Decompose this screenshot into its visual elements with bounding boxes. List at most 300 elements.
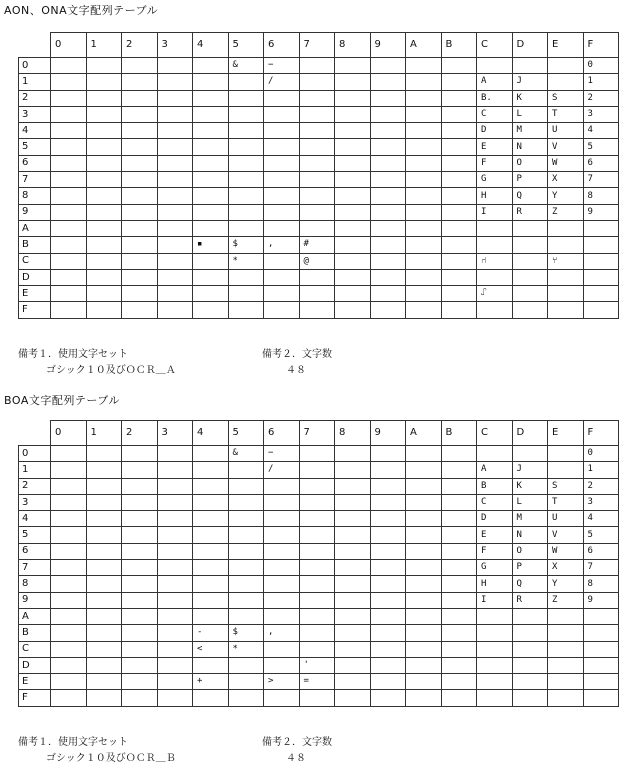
char-cell [299, 592, 335, 608]
char-cell [51, 446, 87, 462]
char-cell [51, 641, 87, 657]
char-cell [86, 494, 122, 510]
char-cell [157, 188, 193, 204]
char-cell [299, 302, 335, 318]
char-cell [122, 657, 158, 673]
char-cell [441, 690, 477, 706]
row-header: 2 [19, 90, 51, 106]
char-cell [370, 592, 406, 608]
table-row [19, 511, 619, 527]
char-cell [335, 690, 371, 706]
table-row [19, 253, 619, 269]
char-cell [157, 560, 193, 576]
char-cell: 6 [583, 543, 619, 559]
row-header: F [19, 690, 51, 706]
char-cell: M [512, 511, 548, 527]
char-cell [122, 106, 158, 122]
char-cell [51, 204, 87, 220]
char-cell [406, 608, 442, 624]
section1-note1-label: 備考１．使用文字セット [18, 349, 128, 360]
char-cell [157, 139, 193, 155]
char-cell: 9 [583, 204, 619, 220]
char-cell: N [512, 139, 548, 155]
char-cell [477, 446, 513, 462]
char-cell [370, 172, 406, 188]
char-cell [157, 543, 193, 559]
char-cell [335, 592, 371, 608]
row-header: 6 [19, 155, 51, 171]
section1-title: AON、ONA文字配列テーブル [4, 4, 159, 17]
char-cell [370, 657, 406, 673]
char-cell [51, 608, 87, 624]
table-corner [19, 33, 51, 58]
char-cell [512, 446, 548, 462]
column-header: 3 [157, 33, 193, 58]
char-cell [122, 608, 158, 624]
char-cell [299, 478, 335, 494]
char-cell [264, 560, 300, 576]
row-header: 9 [19, 592, 51, 608]
char-cell [228, 286, 264, 302]
char-cell [441, 446, 477, 462]
char-cell [228, 204, 264, 220]
char-cell [441, 253, 477, 269]
char-cell [299, 690, 335, 706]
char-cell [477, 220, 513, 236]
char-cell [335, 494, 371, 510]
char-cell [264, 511, 300, 527]
table-row [19, 543, 619, 559]
char-cell: 5 [583, 527, 619, 543]
char-cell [122, 237, 158, 253]
char-cell [122, 302, 158, 318]
char-cell [51, 58, 87, 74]
char-cell [335, 58, 371, 74]
char-cell: , [264, 237, 300, 253]
char-cell: I [477, 592, 513, 608]
char-cell [406, 302, 442, 318]
char-cell [228, 139, 264, 155]
table-row [19, 286, 619, 302]
char-cell [370, 286, 406, 302]
char-cell [548, 269, 584, 285]
char-cell: V [548, 527, 584, 543]
char-cell [406, 269, 442, 285]
char-cell [335, 641, 371, 657]
char-cell [228, 608, 264, 624]
char-cell [406, 478, 442, 494]
char-cell [370, 690, 406, 706]
char-cell [406, 172, 442, 188]
char-cell [370, 237, 406, 253]
table-row [19, 74, 619, 90]
char-cell [335, 511, 371, 527]
char-cell [122, 576, 158, 592]
char-cell [370, 58, 406, 74]
char-cell [193, 204, 229, 220]
char-cell [335, 90, 371, 106]
char-cell [193, 527, 229, 543]
char-cell [51, 74, 87, 90]
char-cell [406, 188, 442, 204]
char-cell: 7 [583, 560, 619, 576]
char-cell [193, 560, 229, 576]
column-header: 0 [51, 421, 87, 446]
char-cell [228, 674, 264, 690]
char-cell: - [193, 625, 229, 641]
char-cell [157, 527, 193, 543]
section2-note2-label: 備考２．文字数 [262, 737, 332, 748]
char-cell [512, 608, 548, 624]
char-cell: G [477, 172, 513, 188]
char-cell [477, 625, 513, 641]
char-cell [51, 253, 87, 269]
char-cell: 8 [583, 576, 619, 592]
char-cell: H [477, 576, 513, 592]
char-cell: = [299, 674, 335, 690]
char-cell [193, 253, 229, 269]
char-cell [370, 478, 406, 494]
table-row [19, 560, 619, 576]
char-cell [157, 172, 193, 188]
char-cell [441, 139, 477, 155]
char-cell [51, 172, 87, 188]
char-cell: X [548, 172, 584, 188]
char-cell: U [548, 511, 584, 527]
char-cell [299, 269, 335, 285]
char-cell: > [264, 674, 300, 690]
char-cell [157, 220, 193, 236]
char-cell [51, 478, 87, 494]
char-cell [548, 286, 584, 302]
char-cell [264, 286, 300, 302]
char-cell [299, 286, 335, 302]
char-cell [548, 462, 584, 478]
char-cell [335, 625, 371, 641]
table-row [19, 608, 619, 624]
char-cell [370, 106, 406, 122]
char-cell: $ [228, 237, 264, 253]
char-cell [477, 641, 513, 657]
char-cell [193, 494, 229, 510]
char-cell: K [512, 90, 548, 106]
char-cell [335, 576, 371, 592]
char-cell [335, 608, 371, 624]
char-cell [441, 511, 477, 527]
column-header: A [406, 421, 442, 446]
char-cell [370, 494, 406, 510]
char-cell [441, 674, 477, 690]
table-row [19, 494, 619, 510]
column-header: 5 [228, 33, 264, 58]
char-cell [264, 302, 300, 318]
char-cell [228, 462, 264, 478]
char-cell [228, 106, 264, 122]
char-cell: H [477, 188, 513, 204]
char-cell [406, 657, 442, 673]
char-cell [548, 641, 584, 657]
char-cell: 4 [583, 511, 619, 527]
char-cell [583, 220, 619, 236]
char-cell [441, 302, 477, 318]
char-cell [370, 155, 406, 171]
char-cell [157, 462, 193, 478]
char-cell [228, 74, 264, 90]
char-cell: < [193, 641, 229, 657]
char-cell [406, 690, 442, 706]
table-row [19, 106, 619, 122]
char-cell [548, 237, 584, 253]
char-cell [548, 608, 584, 624]
char-cell [406, 237, 442, 253]
column-header: D [512, 33, 548, 58]
char-cell: 4 [583, 123, 619, 139]
char-cell [335, 302, 371, 318]
char-cell [370, 674, 406, 690]
char-cell [406, 625, 442, 641]
char-cell [477, 608, 513, 624]
row-header: 8 [19, 188, 51, 204]
char-cell: Q [512, 576, 548, 592]
char-cell [122, 90, 158, 106]
char-cell [157, 204, 193, 220]
char-cell [335, 527, 371, 543]
char-cell [441, 543, 477, 559]
table-row [19, 139, 619, 155]
char-cell [441, 576, 477, 592]
char-cell: ⑀ [477, 286, 513, 302]
char-cell: S [548, 478, 584, 494]
table-row [19, 269, 619, 285]
char-cell [122, 155, 158, 171]
char-cell [157, 253, 193, 269]
char-cell [370, 269, 406, 285]
char-cell [583, 625, 619, 641]
column-header: F [583, 33, 619, 58]
char-cell [157, 446, 193, 462]
char-cell [122, 462, 158, 478]
char-cell [370, 220, 406, 236]
char-cell: Y [548, 576, 584, 592]
char-cell [335, 286, 371, 302]
char-cell [122, 253, 158, 269]
char-cell: M [512, 123, 548, 139]
char-cell [441, 172, 477, 188]
char-cell [441, 237, 477, 253]
char-cell [228, 123, 264, 139]
char-cell [335, 106, 371, 122]
table-row [19, 641, 619, 657]
column-header: B [441, 33, 477, 58]
char-cell: D [477, 123, 513, 139]
column-header: 6 [264, 421, 300, 446]
char-cell: C [477, 106, 513, 122]
char-cell [86, 237, 122, 253]
char-cell [51, 220, 87, 236]
char-cell [477, 237, 513, 253]
char-cell [548, 625, 584, 641]
char-cell [264, 90, 300, 106]
char-cell [264, 139, 300, 155]
char-cell: R [512, 592, 548, 608]
char-cell [157, 674, 193, 690]
column-header: 4 [193, 33, 229, 58]
row-header: C [19, 641, 51, 657]
char-cell [193, 74, 229, 90]
char-cell: 3 [583, 494, 619, 510]
char-cell: / [264, 462, 300, 478]
char-cell [264, 608, 300, 624]
char-cell [335, 543, 371, 559]
char-cell: J [512, 74, 548, 90]
char-cell [548, 74, 584, 90]
column-header: 9 [370, 421, 406, 446]
char-cell [86, 286, 122, 302]
char-cell: F [477, 155, 513, 171]
char-cell [441, 204, 477, 220]
char-cell [299, 608, 335, 624]
char-cell [228, 543, 264, 559]
table-row [19, 462, 619, 478]
char-cell [583, 237, 619, 253]
char-cell [477, 269, 513, 285]
char-cell: * [228, 253, 264, 269]
char-cell: O [512, 543, 548, 559]
table-row [19, 625, 619, 641]
char-cell [157, 511, 193, 527]
char-cell: ⑁ [477, 253, 513, 269]
char-cell [548, 220, 584, 236]
char-cell [441, 625, 477, 641]
section1-note2-label: 備考２．文字数 [262, 349, 332, 360]
char-cell [477, 302, 513, 318]
char-cell [228, 560, 264, 576]
char-cell [86, 58, 122, 74]
char-cell [122, 269, 158, 285]
char-cell [335, 204, 371, 220]
char-cell [51, 543, 87, 559]
char-cell [51, 302, 87, 318]
table-row [19, 220, 619, 236]
char-cell [512, 302, 548, 318]
char-cell [441, 58, 477, 74]
char-cell [299, 543, 335, 559]
char-cell: 7 [583, 172, 619, 188]
char-cell [193, 139, 229, 155]
char-cell: S [548, 90, 584, 106]
row-header: 5 [19, 527, 51, 543]
char-cell [370, 74, 406, 90]
char-cell: E [477, 139, 513, 155]
char-cell [264, 494, 300, 510]
char-cell [370, 188, 406, 204]
row-header: 8 [19, 576, 51, 592]
row-header: D [19, 269, 51, 285]
char-cell [122, 74, 158, 90]
char-cell [441, 592, 477, 608]
char-cell [122, 446, 158, 462]
char-cell [193, 123, 229, 139]
section2-note1-value: ゴシック１０及びＯＣＲ＿Ｂ [46, 753, 176, 764]
row-header: 1 [19, 74, 51, 90]
char-cell [583, 690, 619, 706]
char-cell [264, 220, 300, 236]
char-cell [441, 188, 477, 204]
char-cell [370, 625, 406, 641]
row-header: 0 [19, 58, 51, 74]
char-cell [512, 674, 548, 690]
char-cell: I [477, 204, 513, 220]
char-cell [86, 625, 122, 641]
char-cell [51, 592, 87, 608]
char-cell [512, 641, 548, 657]
char-cell [370, 462, 406, 478]
char-cell [441, 462, 477, 478]
char-cell [583, 608, 619, 624]
char-cell [193, 188, 229, 204]
char-cell [193, 172, 229, 188]
char-cell [441, 494, 477, 510]
char-cell [264, 478, 300, 494]
char-cell [86, 576, 122, 592]
char-cell: G [477, 560, 513, 576]
char-cell [370, 204, 406, 220]
char-cell [193, 592, 229, 608]
char-cell [86, 123, 122, 139]
char-cell [51, 462, 87, 478]
char-cell: 5 [583, 139, 619, 155]
char-cell [299, 123, 335, 139]
char-cell [122, 625, 158, 641]
char-cell [51, 511, 87, 527]
char-cell: U [548, 123, 584, 139]
column-header: D [512, 421, 548, 446]
char-cell: Q [512, 188, 548, 204]
char-cell [299, 139, 335, 155]
column-header: 2 [122, 33, 158, 58]
char-cell [370, 446, 406, 462]
char-cell [193, 90, 229, 106]
section2-note2-value: ４８ [286, 753, 306, 764]
char-cell [406, 494, 442, 510]
column-header: E [548, 421, 584, 446]
char-cell [193, 58, 229, 74]
char-cell [157, 106, 193, 122]
table-row [19, 592, 619, 608]
char-cell [122, 641, 158, 657]
char-cell [122, 139, 158, 155]
char-cell: 2 [583, 478, 619, 494]
char-cell [122, 58, 158, 74]
char-cell [157, 237, 193, 253]
aon-ona-char-table [18, 32, 619, 319]
char-cell [86, 446, 122, 462]
char-cell [299, 446, 335, 462]
char-cell [157, 269, 193, 285]
char-cell [299, 641, 335, 657]
char-cell [406, 155, 442, 171]
char-cell [157, 74, 193, 90]
char-cell [441, 560, 477, 576]
char-cell [370, 608, 406, 624]
char-cell [406, 139, 442, 155]
char-cell [193, 576, 229, 592]
char-cell [441, 220, 477, 236]
column-header: 3 [157, 421, 193, 446]
char-cell [299, 90, 335, 106]
char-cell [122, 220, 158, 236]
char-cell [583, 674, 619, 690]
